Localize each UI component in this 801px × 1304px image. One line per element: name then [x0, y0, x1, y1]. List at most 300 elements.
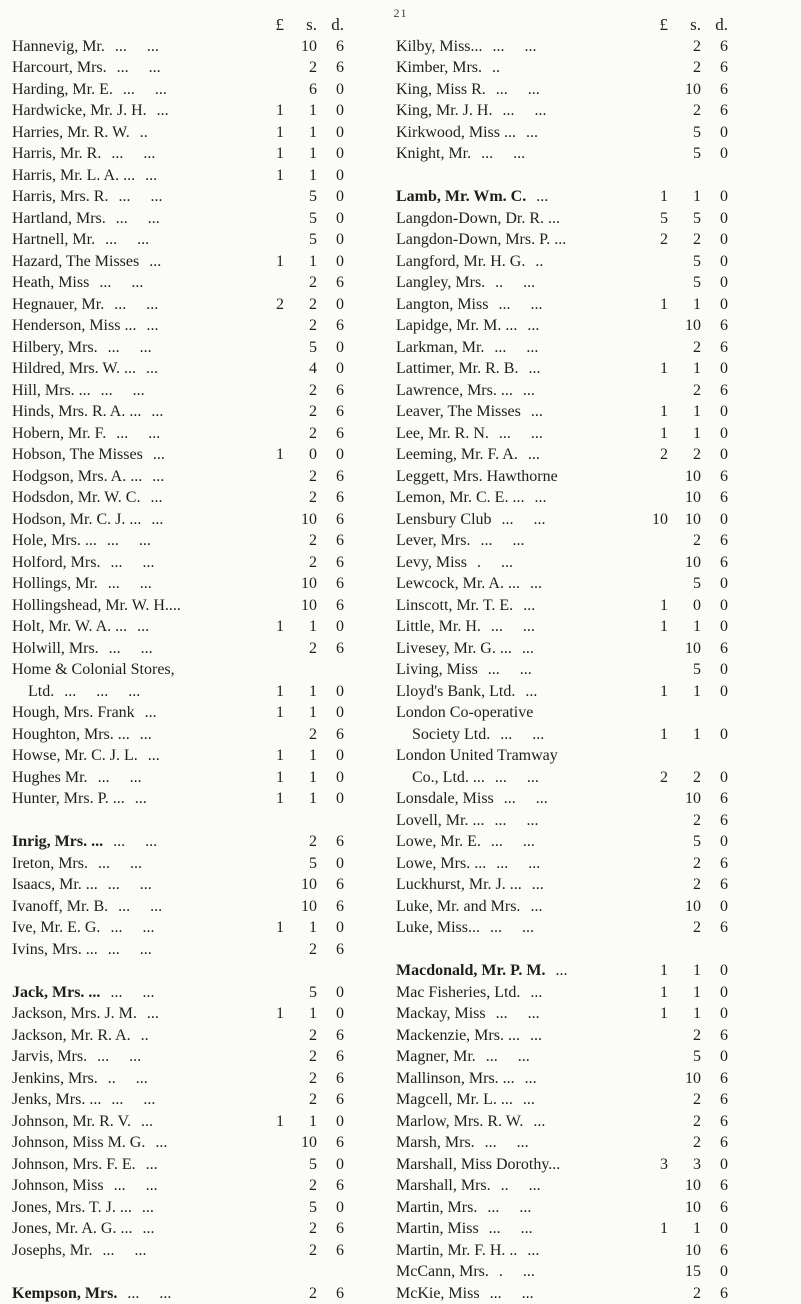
list-item	[396, 272, 766, 294]
subscriber-name: Harcourt, Mrs.	[12, 57, 107, 79]
pence-value: 0	[706, 831, 728, 853]
pence-value: 0	[322, 681, 344, 703]
shillings-value: 3	[679, 1154, 701, 1176]
list-item	[396, 767, 766, 789]
subscriber-name: Macdonald, Mr. P. M.	[396, 960, 545, 982]
subscriber-name: Jones, Mrs. T. J. ...	[12, 1197, 132, 1219]
subscriber-name: Living, Miss	[396, 659, 478, 681]
subscriber-name: Johnson, Miss	[12, 1175, 104, 1197]
leader-dots: ... ...	[110, 917, 154, 939]
left-column	[12, 14, 382, 1304]
pence-value: 0	[322, 79, 344, 101]
leader-dots: ...	[146, 315, 158, 337]
list-item	[396, 1003, 766, 1025]
leader-dots: ...	[527, 1240, 539, 1262]
list-item	[396, 208, 766, 230]
pence-value: 6	[706, 1240, 728, 1262]
pence-value: 0	[706, 681, 728, 703]
subscriber-name: Johnson, Mrs. F. E.	[12, 1154, 136, 1176]
leader-dots: ... ...	[494, 810, 538, 832]
leader-dots: ...	[135, 788, 147, 810]
list-item	[396, 122, 766, 144]
shillings-value: 2	[295, 380, 317, 402]
pounds-value: 1	[262, 444, 284, 466]
leader-dots: ...	[523, 595, 535, 617]
leader-dots: ... ...	[111, 143, 155, 165]
shillings-value: 2	[679, 1283, 701, 1304]
column-header	[396, 14, 766, 36]
pounds-header: £	[646, 14, 668, 36]
leader-dots: ...	[145, 702, 157, 724]
shillings-value: 2	[679, 229, 701, 251]
pence-value: 0	[322, 1154, 344, 1176]
list-item	[396, 638, 766, 660]
pence-value: 6	[706, 853, 728, 875]
shillings-value: 2	[295, 1175, 317, 1197]
list-item	[12, 380, 382, 402]
pence-value: 6	[322, 552, 344, 574]
shillings-value: 10	[295, 36, 317, 58]
subscriber-name: Lensbury Club	[396, 509, 492, 531]
shillings-value: 2	[295, 939, 317, 961]
shillings-value: 10	[679, 466, 701, 488]
pence-value: 6	[706, 1111, 728, 1133]
subscriber-name: Hannevig, Mr.	[12, 36, 105, 58]
shillings-header: s.	[295, 14, 317, 36]
leader-dots: ... ...	[98, 767, 142, 789]
leader-dots: ... ...	[117, 57, 161, 79]
subscriber-name: Mac Fisheries, Ltd.	[396, 982, 520, 1004]
pounds-value: 1	[646, 1003, 668, 1025]
subscriber-name: Henderson, Miss ...	[12, 315, 136, 337]
shillings-value: 0	[679, 595, 701, 617]
pounds-value: 1	[262, 917, 284, 939]
subscriber-name: King, Mr. J. H.	[396, 100, 492, 122]
pence-value: 0	[706, 1046, 728, 1068]
list-item	[396, 1111, 766, 1133]
leader-dots: ...	[141, 1111, 153, 1133]
leader-dots: ... ...	[105, 229, 149, 251]
shillings-value: 10	[679, 487, 701, 509]
pence-value: 0	[322, 702, 344, 724]
pence-value: 6	[706, 874, 728, 896]
subscriber-name: Luke, Mr. and Mrs.	[396, 896, 520, 918]
leader-dots: ... ...	[110, 982, 154, 1004]
leader-dots: ... ...	[98, 853, 142, 875]
subscriber-name: Langdon-Down, Dr. R. ...	[396, 208, 560, 230]
shillings-value: 2	[295, 1218, 317, 1240]
list-item	[12, 100, 382, 122]
shillings-value: 10	[679, 1197, 701, 1219]
leader-dots: ... ...	[491, 831, 535, 853]
pence-value: 0	[322, 917, 344, 939]
shillings-value: 1	[679, 401, 701, 423]
list-item	[396, 251, 766, 273]
pence-value: 6	[322, 595, 344, 617]
leader-dots: ... ...	[115, 36, 159, 58]
leader-dots: ... ...	[110, 552, 154, 574]
pence-value: 6	[706, 487, 728, 509]
pence-value: 0	[322, 294, 344, 316]
pence-value: 6	[706, 917, 728, 939]
pence-value: 0	[322, 853, 344, 875]
shillings-value: 5	[295, 208, 317, 230]
leader-dots: ...	[525, 1068, 537, 1090]
subscriber-name: Larkman, Mr.	[396, 337, 484, 359]
list-item	[12, 208, 382, 230]
shillings-value: 2	[679, 810, 701, 832]
pounds-value: 2	[262, 294, 284, 316]
shillings-value: 5	[295, 229, 317, 251]
leader-dots: ... ...	[97, 1046, 141, 1068]
subscriber-name: Houghton, Mrs. ...	[12, 724, 130, 746]
leader-dots: ... ...	[499, 423, 543, 445]
pence-value: 6	[706, 1025, 728, 1047]
list-item	[12, 165, 382, 187]
list-item	[396, 186, 766, 208]
pounds-value: 3	[646, 1154, 668, 1176]
subscriber-name: Jenkins, Mrs.	[12, 1068, 98, 1090]
subscriber-name: Hodson, Mr. C. J. ...	[12, 509, 141, 531]
shillings-value: 2	[295, 530, 317, 552]
subscriber-name: Livesey, Mr. G. ...	[396, 638, 512, 660]
list-item	[396, 573, 766, 595]
list-item	[12, 810, 382, 832]
pounds-value: 1	[646, 358, 668, 380]
list-item	[12, 1132, 382, 1154]
subscriber-name: Kilby, Miss...	[396, 36, 483, 58]
subscriber-name: Ireton, Mrs.	[12, 853, 88, 875]
subscriber-name: Hazard, The Misses	[12, 251, 139, 273]
shillings-value: 5	[295, 982, 317, 1004]
shillings-value: 2	[295, 1068, 317, 1090]
subscriber-name: King, Miss R.	[396, 79, 486, 101]
leader-dots: ...	[142, 1197, 154, 1219]
shillings-value: 0	[295, 444, 317, 466]
pounds-value: 5	[646, 208, 668, 230]
pence-value: 6	[706, 638, 728, 660]
subscriber-name: Johnson, Mr. R. V.	[12, 1111, 131, 1133]
subscriber-name: Hilbery, Mrs.	[12, 337, 98, 359]
list-item	[12, 1111, 382, 1133]
subscriber-name: Hobern, Mr. F.	[12, 423, 106, 445]
subscriber-name: Howse, Mr. C. J. L.	[12, 745, 138, 767]
list-item	[396, 960, 766, 982]
subscriber-name: Leggett, Mrs. Hawthorne	[396, 466, 558, 488]
shillings-value: 1	[679, 724, 701, 746]
pounds-value: 1	[262, 100, 284, 122]
list-item	[12, 1068, 382, 1090]
shillings-value: 2	[679, 1025, 701, 1047]
subscriber-name: Hollingshead, Mr. W. H....	[12, 595, 181, 617]
list-item	[12, 874, 382, 896]
shillings-value: 2	[679, 57, 701, 79]
list-item	[12, 831, 382, 853]
shillings-value: 2	[295, 57, 317, 79]
page-number: 21	[0, 6, 801, 21]
leader-dots: ...	[152, 466, 164, 488]
pence-value: 0	[322, 767, 344, 789]
pounds-value: 1	[646, 186, 668, 208]
leader-dots: ... ...	[116, 423, 160, 445]
leader-dots: ...	[532, 874, 544, 896]
shillings-value: 1	[679, 358, 701, 380]
shillings-value: 10	[295, 896, 317, 918]
shillings-value: 10	[295, 874, 317, 896]
shillings-value: 6	[295, 79, 317, 101]
shillings-value: 5	[679, 1046, 701, 1068]
subscriber-name: Lee, Mr. R. N.	[396, 423, 489, 445]
shillings-value: 2	[679, 917, 701, 939]
pence-value: 0	[706, 724, 728, 746]
pence-value: 6	[322, 1240, 344, 1262]
pounds-value: 1	[646, 401, 668, 423]
leader-dots: ... ...	[108, 573, 152, 595]
pence-value: 6	[706, 337, 728, 359]
pence-value: 0	[706, 272, 728, 294]
pounds-value: 2	[646, 444, 668, 466]
leader-dots: ..	[535, 251, 543, 273]
shillings-value: 2	[679, 853, 701, 875]
subscriber-name: Josephs, Mr.	[12, 1240, 92, 1262]
shillings-value: 2	[679, 530, 701, 552]
pence-value: 6	[322, 939, 344, 961]
leader-dots: ... ...	[107, 530, 151, 552]
subscriber-name: Lapidge, Mr. M. ...	[396, 315, 517, 337]
pence-value: 0	[322, 229, 344, 251]
subscriber-name: Holwill, Mrs.	[12, 638, 99, 660]
leader-dots: ... ...	[111, 1089, 155, 1111]
pence-value: 0	[706, 208, 728, 230]
pounds-header: £	[262, 14, 284, 36]
shillings-value: 1	[295, 100, 317, 122]
subscriber-name: Kirkwood, Miss ...	[396, 122, 516, 144]
subscriber-name: Mackay, Miss	[396, 1003, 486, 1025]
subscriber-name: Lawrence, Mrs. ...	[396, 380, 513, 402]
subscriber-name: Hinds, Mrs. R. A. ...	[12, 401, 141, 423]
subscriber-name: Hughes Mr.	[12, 767, 88, 789]
shillings-value: 2	[679, 380, 701, 402]
leader-dots: ...	[148, 745, 160, 767]
subscriber-name: Harding, Mr. E.	[12, 79, 113, 101]
shillings-value: 2	[679, 36, 701, 58]
right-column	[396, 14, 766, 1304]
pence-value: 6	[706, 1175, 728, 1197]
pence-value: 0	[706, 251, 728, 273]
subscriber-name: Lemon, Mr. C. E. ...	[396, 487, 524, 509]
subscriber-name: Lowe, Mrs. ...	[396, 853, 486, 875]
list-item	[396, 917, 766, 939]
pence-value: 0	[706, 444, 728, 466]
pence-value: 6	[322, 1283, 344, 1304]
leader-dots: ..	[140, 122, 148, 144]
shillings-value: 2	[679, 1089, 701, 1111]
leader-dots: ... ...	[500, 724, 544, 746]
subscriber-name: Leaver, The Misses	[396, 401, 521, 423]
subscriber-name: McCann, Mrs.	[396, 1261, 489, 1283]
leader-dots: ...	[534, 487, 546, 509]
leader-dots: ... ...	[485, 1132, 529, 1154]
subscriber-name: Hobson, The Misses	[12, 444, 143, 466]
subscriber-name: Holford, Mrs.	[12, 552, 100, 574]
list-item	[12, 1003, 382, 1025]
pence-value: 0	[322, 982, 344, 1004]
list-item	[12, 509, 382, 531]
pounds-value: 1	[262, 681, 284, 703]
shillings-value: 5	[679, 208, 701, 230]
subscriber-name: Lever, Mrs.	[396, 530, 470, 552]
list-item	[396, 315, 766, 337]
subscriber-name: Hodgson, Mrs. A. ...	[12, 466, 142, 488]
list-item	[396, 57, 766, 79]
list-item	[12, 917, 382, 939]
pence-value: 0	[706, 896, 728, 918]
list-item	[396, 337, 766, 359]
pounds-value: 2	[646, 767, 668, 789]
list-item	[396, 1197, 766, 1219]
list-item	[396, 724, 766, 746]
shillings-value: 1	[295, 122, 317, 144]
list-item	[396, 552, 766, 574]
subscriber-name: Marlow, Mrs. R. W.	[396, 1111, 523, 1133]
subscriber-name: Jackson, Mrs. J. M.	[12, 1003, 137, 1025]
list-item	[396, 229, 766, 251]
pence-value: 0	[706, 573, 728, 595]
subscriber-name: Lewcock, Mr. A. ...	[396, 573, 520, 595]
list-item	[12, 186, 382, 208]
subscriber-name: Society Ltd.	[396, 724, 490, 746]
shillings-value: 2	[295, 638, 317, 660]
list-item	[396, 79, 766, 101]
pounds-value: 1	[646, 294, 668, 316]
pence-value: 0	[706, 122, 728, 144]
leader-dots: ... ...	[494, 337, 538, 359]
subscriber-name: Ive, Mr. E. G.	[12, 917, 100, 939]
subscriber-name: Marshall, Miss Dorothy...	[396, 1154, 560, 1176]
leader-dots: ...	[527, 315, 539, 337]
subscriber-name: Jack, Mrs. ...	[12, 982, 100, 1004]
shillings-value: 10	[679, 315, 701, 337]
leader-dots: ...	[146, 358, 158, 380]
leader-dots: ... ...	[123, 79, 167, 101]
pence-value: 6	[706, 552, 728, 574]
subscriber-name: Langton, Miss	[396, 294, 488, 316]
list-item	[396, 466, 766, 488]
shillings-value: 4	[295, 358, 317, 380]
pence-value: 6	[706, 380, 728, 402]
list-item	[12, 79, 382, 101]
pence-value: 0	[706, 1003, 728, 1025]
leader-dots: ...	[149, 251, 161, 273]
pence-value: 6	[322, 530, 344, 552]
subscriber-name: Lonsdale, Miss	[396, 788, 494, 810]
list-item	[396, 831, 766, 853]
subscriber-name: Hardwicke, Mr. J. H.	[12, 100, 147, 122]
leader-dots: ... ...	[504, 788, 548, 810]
subscriber-name: London United Tramway	[396, 745, 558, 767]
list-item	[396, 100, 766, 122]
subscriber-name: Kempson, Mrs.	[12, 1283, 117, 1304]
leader-dots: ..	[141, 1025, 149, 1047]
leader-dots: ... ...	[108, 939, 152, 961]
shillings-value: 10	[679, 638, 701, 660]
shillings-value: 5	[295, 853, 317, 875]
subscriber-name: Hartnell, Mr.	[12, 229, 95, 251]
subscriber-name: Jenks, Mrs. ...	[12, 1089, 101, 1111]
leader-dots: ... ...	[496, 853, 540, 875]
pence-value: 0	[706, 616, 728, 638]
shillings-value: 1	[295, 1003, 317, 1025]
pence-value: 0	[706, 1218, 728, 1240]
subscriber-name: Heath, Miss	[12, 272, 89, 294]
leader-dots: ...	[528, 358, 540, 380]
pence-value: 6	[322, 1089, 344, 1111]
shillings-value: 10	[679, 552, 701, 574]
pence-value: 0	[322, 1111, 344, 1133]
pence-value: 0	[706, 509, 728, 531]
list-item	[12, 1154, 382, 1176]
list-item	[12, 1025, 382, 1047]
list-item	[396, 1089, 766, 1111]
leader-dots: ...	[523, 1089, 535, 1111]
subscriber-name: Langford, Mr. H. G.	[396, 251, 525, 273]
list-item	[12, 229, 382, 251]
leader-dots: ... ...	[502, 509, 546, 531]
list-item	[396, 659, 766, 681]
shillings-value: 2	[295, 831, 317, 853]
list-item	[12, 36, 382, 58]
leader-dots: ... ...	[114, 1175, 158, 1197]
shillings-value: 1	[295, 702, 317, 724]
subscriber-name: Leeming, Mr. F. A.	[396, 444, 518, 466]
pence-value: 0	[322, 358, 344, 380]
leader-dots: . ...	[499, 1261, 535, 1283]
leader-dots: ... ...	[102, 1240, 146, 1262]
pounds-value: 1	[646, 616, 668, 638]
subscriber-name: Lloyd's Bank, Ltd.	[396, 681, 515, 703]
pence-value: 0	[322, 337, 344, 359]
subscriber-name: Hunter, Mrs. P. ...	[12, 788, 125, 810]
list-item	[12, 272, 382, 294]
subscriber-name: Isaacs, Mr. ...	[12, 874, 98, 896]
shillings-value: 1	[679, 960, 701, 982]
pence-value: 6	[322, 1068, 344, 1090]
pence-value: 0	[706, 186, 728, 208]
list-item	[12, 960, 382, 982]
pence-value: 6	[706, 788, 728, 810]
subscriber-name: Luckhurst, Mr. J. ...	[396, 874, 522, 896]
pounds-value: 1	[262, 767, 284, 789]
subscriber-name: Jones, Mr. A. G. ...	[12, 1218, 132, 1240]
subscriber-name: Co., Ltd. ...	[396, 767, 485, 789]
leader-dots: ...	[150, 487, 162, 509]
pounds-value: 1	[646, 982, 668, 1004]
pence-value: 6	[322, 466, 344, 488]
shillings-value: 2	[679, 1132, 701, 1154]
pence-value: 0	[322, 122, 344, 144]
list-item	[396, 444, 766, 466]
shillings-value: 10	[679, 1240, 701, 1262]
pounds-value: 1	[262, 1111, 284, 1133]
list-item	[396, 1240, 766, 1262]
list-item	[12, 401, 382, 423]
list-item	[12, 724, 382, 746]
pence-value: 6	[706, 57, 728, 79]
list-item	[396, 358, 766, 380]
pounds-value: 1	[646, 681, 668, 703]
shillings-value: 2	[679, 337, 701, 359]
pence-value: 6	[706, 1197, 728, 1219]
